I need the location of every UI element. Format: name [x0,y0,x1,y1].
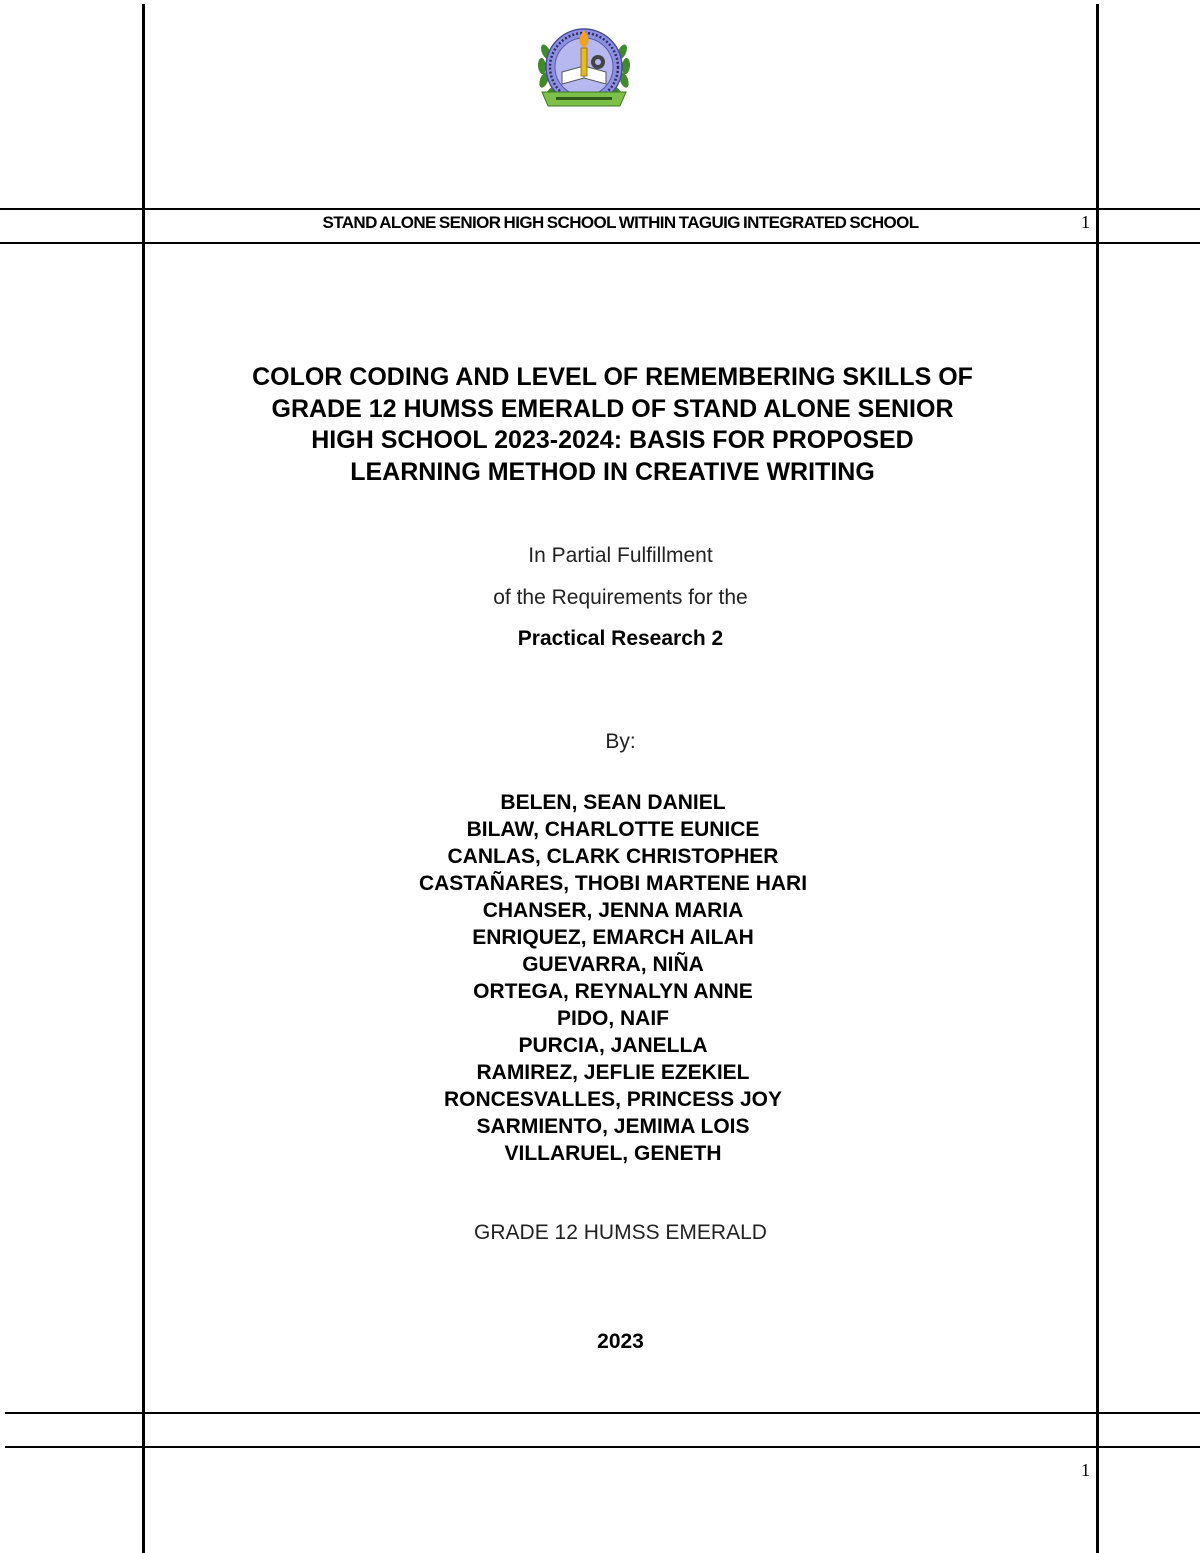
school-seal-icon [532,22,636,118]
left-margin-line [142,4,145,1553]
header-page-number: 1 [1081,212,1090,232]
right-margin-line [1096,4,1099,1553]
author-name: CASTAÑARES, THOBI MARTENE HARI [418,872,808,895]
title-line: LEARNING METHOD IN CREATIVE WRITING [350,457,875,486]
author-name: VILLARUEL, GENETH [504,1142,722,1165]
author-name: BELEN, SEAN DANIEL [500,791,726,814]
author-name: RAMIREZ, JEFLIE EZEKIEL [476,1061,750,1084]
footer-page-number: 1 [1081,1460,1090,1480]
by-label: By: [605,730,636,753]
title-line: HIGH SCHOOL 2023-2024: BASIS FOR PROPOSED [311,426,914,454]
author-name: SARMIENTO, JEMIMA LOIS [476,1115,750,1138]
section-name: GRADE 12 HUMSS EMERALD [474,1221,767,1244]
author-name: PIDO, NAIF [556,1007,669,1030]
title-line: COLOR CODING AND LEVEL OF REMEMBERING SKILLS OF [252,363,973,391]
author-name: ENRIQUEZ, EMARCH AILAH [472,926,754,949]
author-name: CANLAS, CLARK CHRISTOPHER [447,845,779,868]
research-title [180,362,1045,488]
header-school-name: STAND ALONE SENIOR HIGH SCHOOL WITHIN TAGUIG INTEGRATED SCHOOL [322,213,919,232]
author-name: RONCESVALLES, PRINCESS JOY [443,1088,782,1111]
footer-bottom-rule [5,1446,1200,1448]
author-name: PURCIA, JANELLA [518,1034,708,1057]
author-name: CHANSER, JENNA MARIA [482,899,744,922]
header-top-rule [0,208,1200,210]
title-line: GRADE 12 HUMSS EMERALD OF STAND ALONE SENIOR [271,394,954,423]
fulfillment-line-2: of the Requirements for the [493,586,748,609]
year: 2023 [597,1330,644,1353]
header-bottom-rule [0,242,1200,244]
author-list [145,789,1081,1167]
subject-name: Practical Research 2 [517,627,724,650]
author-name: GUEVARRA, NIÑA [522,953,704,976]
fulfillment-line-1: In Partial Fulfillment [528,544,713,567]
author-name: BILAW, CHARLOTTE EUNICE [466,818,760,841]
author-name: ORTEGA, REYNALYN ANNE [473,980,753,1003]
footer-top-rule [5,1412,1200,1414]
